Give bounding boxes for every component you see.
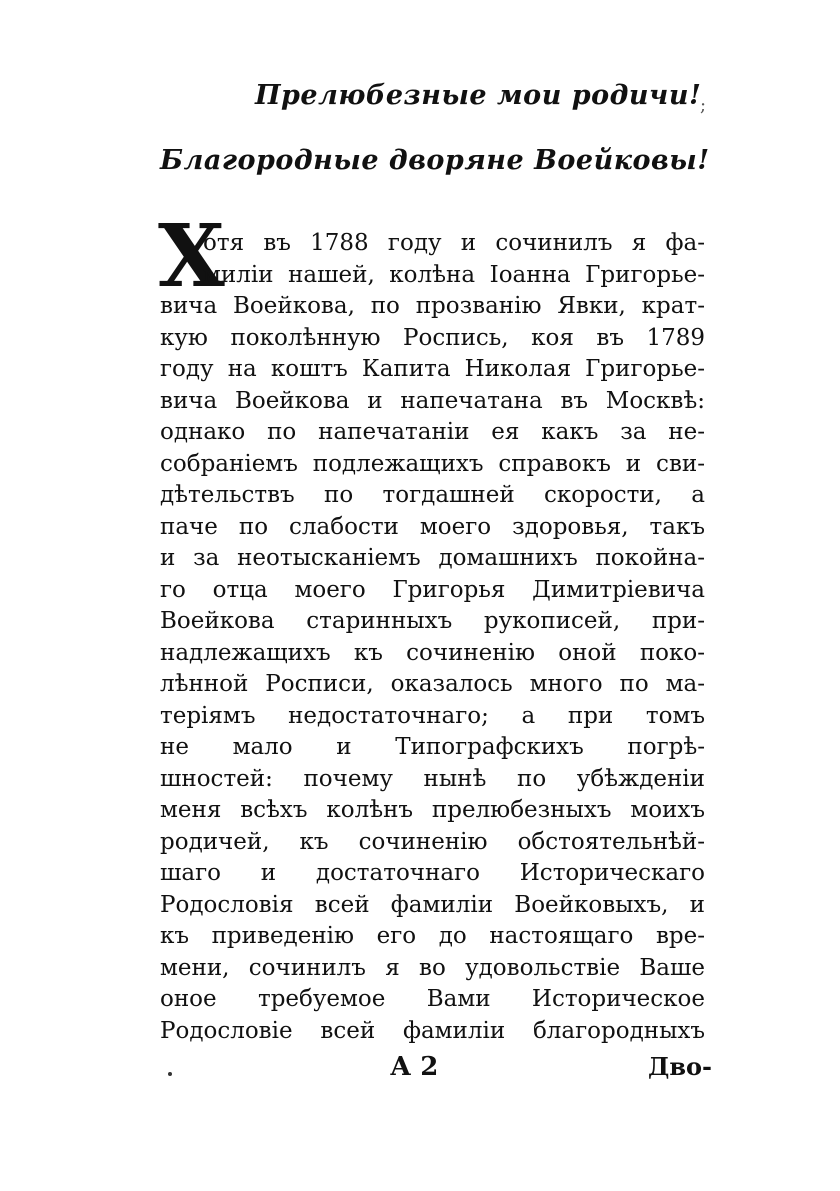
- text-line: Воейкова старинныхъ рукописей, при-: [160, 608, 705, 634]
- text-line: не мало и Типографскихъ погрѣ-: [160, 734, 705, 760]
- text-line: меня всѣхъ колѣнъ прелюбезныхъ моихъ: [160, 797, 705, 823]
- text-line: Родословія всей фамиліи Воейковыхъ, и: [160, 891, 705, 918]
- page-heading-2: Благородные дворяне Воейковы!: [160, 145, 710, 176]
- text-line: паче по слабости моего здоровья, такъ: [160, 513, 705, 540]
- text-line: родичей, къ сочиненію обстоятельнѣй-: [160, 828, 705, 855]
- text-line: шаго и достаточнаго Историческаго: [160, 860, 705, 886]
- text-line: собраніемъ подлежащихъ справокъ и сви-: [160, 450, 705, 477]
- page-heading-1: Прелюбезные мои родичи!: [255, 80, 702, 111]
- text-line: теріямъ недостаточнаго; а при томъ: [160, 702, 705, 729]
- text-line: къ приведенію его до настоящаго вре-: [160, 923, 705, 949]
- text-line: году на коштъ Капита Николая Григорье-: [160, 356, 705, 382]
- text-line: дѣтельствъ по тогдашней скорости, а: [160, 482, 705, 508]
- text-line: мени, сочинилъ я во удовольствіе Ваше: [160, 954, 705, 981]
- text-line: миліи нашей, колѣна Іоанна Григорье-: [203, 261, 705, 288]
- text-line: и за неотысканіемъ домашнихъ покойна-: [160, 545, 705, 571]
- text-line: шностей: почему нынѣ по убѣжденіи: [160, 765, 705, 792]
- text-line: Родословіе всей фамиліи благородныхъ: [160, 1017, 705, 1044]
- text-line: однако по напечатаніи ея какъ за не-: [160, 419, 705, 445]
- speck: [168, 1072, 172, 1076]
- text-line: вича Воейкова и напечатана въ Москвѣ:: [160, 387, 705, 414]
- text-line: лѣнной Росписи, оказалось много по ма-: [160, 671, 705, 697]
- catchword: Дво-: [648, 1052, 712, 1081]
- text-line: кую поколѣнную Роспись, коя въ 1789: [160, 324, 705, 351]
- margin-mark: ;: [700, 95, 707, 116]
- text-line: надлежащихъ къ сочиненію оной поко-: [160, 639, 705, 666]
- signature-mark: А 2: [390, 1052, 439, 1082]
- text-line: вича Воейкова, по прозванію Явки, крат-: [160, 293, 705, 319]
- text-line: отя въ 1788 году и сочинилъ я фа-: [203, 230, 705, 256]
- drop-cap-letter: Х: [158, 206, 225, 307]
- text-line: оное требуемое Вами Историческое: [160, 986, 705, 1012]
- text-line: го отца моего Григорья Димитріевича: [160, 576, 705, 603]
